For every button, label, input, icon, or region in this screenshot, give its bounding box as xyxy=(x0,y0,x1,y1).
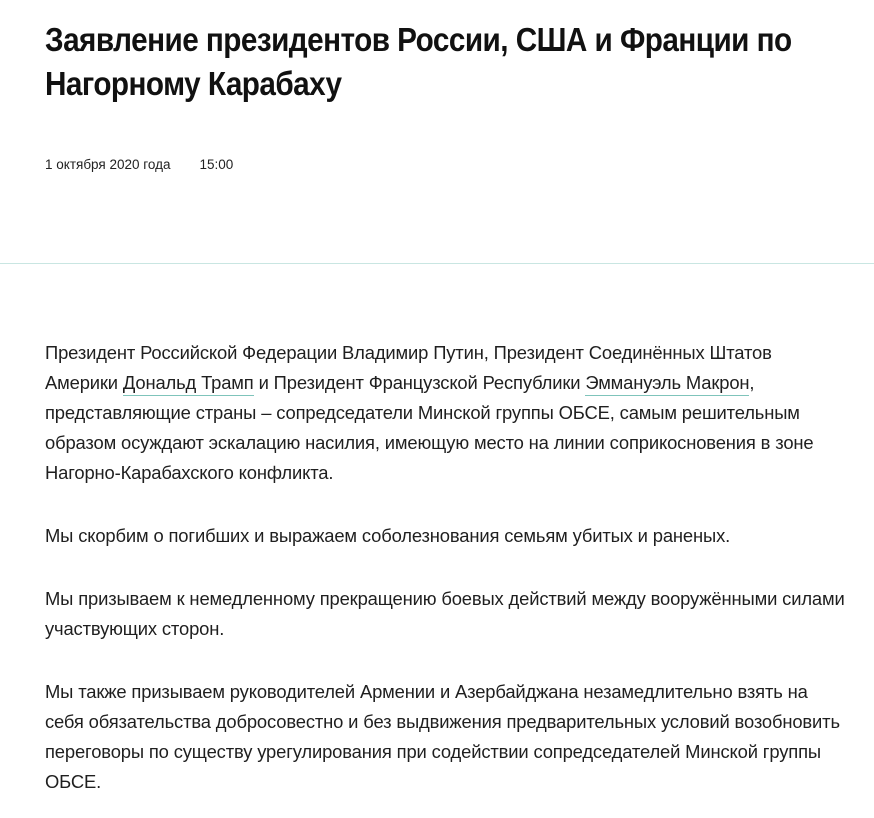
paragraph-4: Мы также призываем руководителей Армении и Азербайджана незамедлительно взять на себя обязательства добросовестно и без выдвижения предварительных условий возобновить переговоры по существу урегулирования при содействии сопредседателей Минской группы ОБСЕ. xyxy=(45,681,840,792)
paragraph-1 xyxy=(45,338,845,488)
article-body xyxy=(45,338,845,797)
paragraph-text: , представляющие страны – сопредседатели Минской группы ОБСЕ, самым решительным образом осуждают эскалацию насилия, имеющую место на линии соприкосновения в зоне Нагорно-Карабахского конфликта. xyxy=(45,372,814,483)
publication-time: 15:00 xyxy=(199,157,234,172)
person-link-macron[interactable]: Эммануэль Макрон xyxy=(585,372,749,396)
paragraph-text: Президент Российской Федерации Владимир Путин, Президент Соединённых Штатов Америки xyxy=(45,342,772,393)
paragraph-2: Мы скорбим о погибших и выражаем соболезнования семьям убитых и раненых. xyxy=(45,525,731,546)
paragraph-text: и Президент Французской Республики xyxy=(253,372,586,393)
section-divider xyxy=(0,263,874,264)
page-title: Заявление президентов России, США и Франции по Нагорному Карабаху xyxy=(45,21,792,102)
article-header xyxy=(45,18,845,106)
article-meta xyxy=(45,157,233,172)
paragraph-3: Мы призываем к немедленному прекращению боевых действий между вооружёнными силами участвующих сторон. xyxy=(45,588,845,639)
publication-date: 1 октября 2020 года xyxy=(45,157,171,172)
person-link-trump[interactable]: Дональд Трамп xyxy=(123,372,254,396)
